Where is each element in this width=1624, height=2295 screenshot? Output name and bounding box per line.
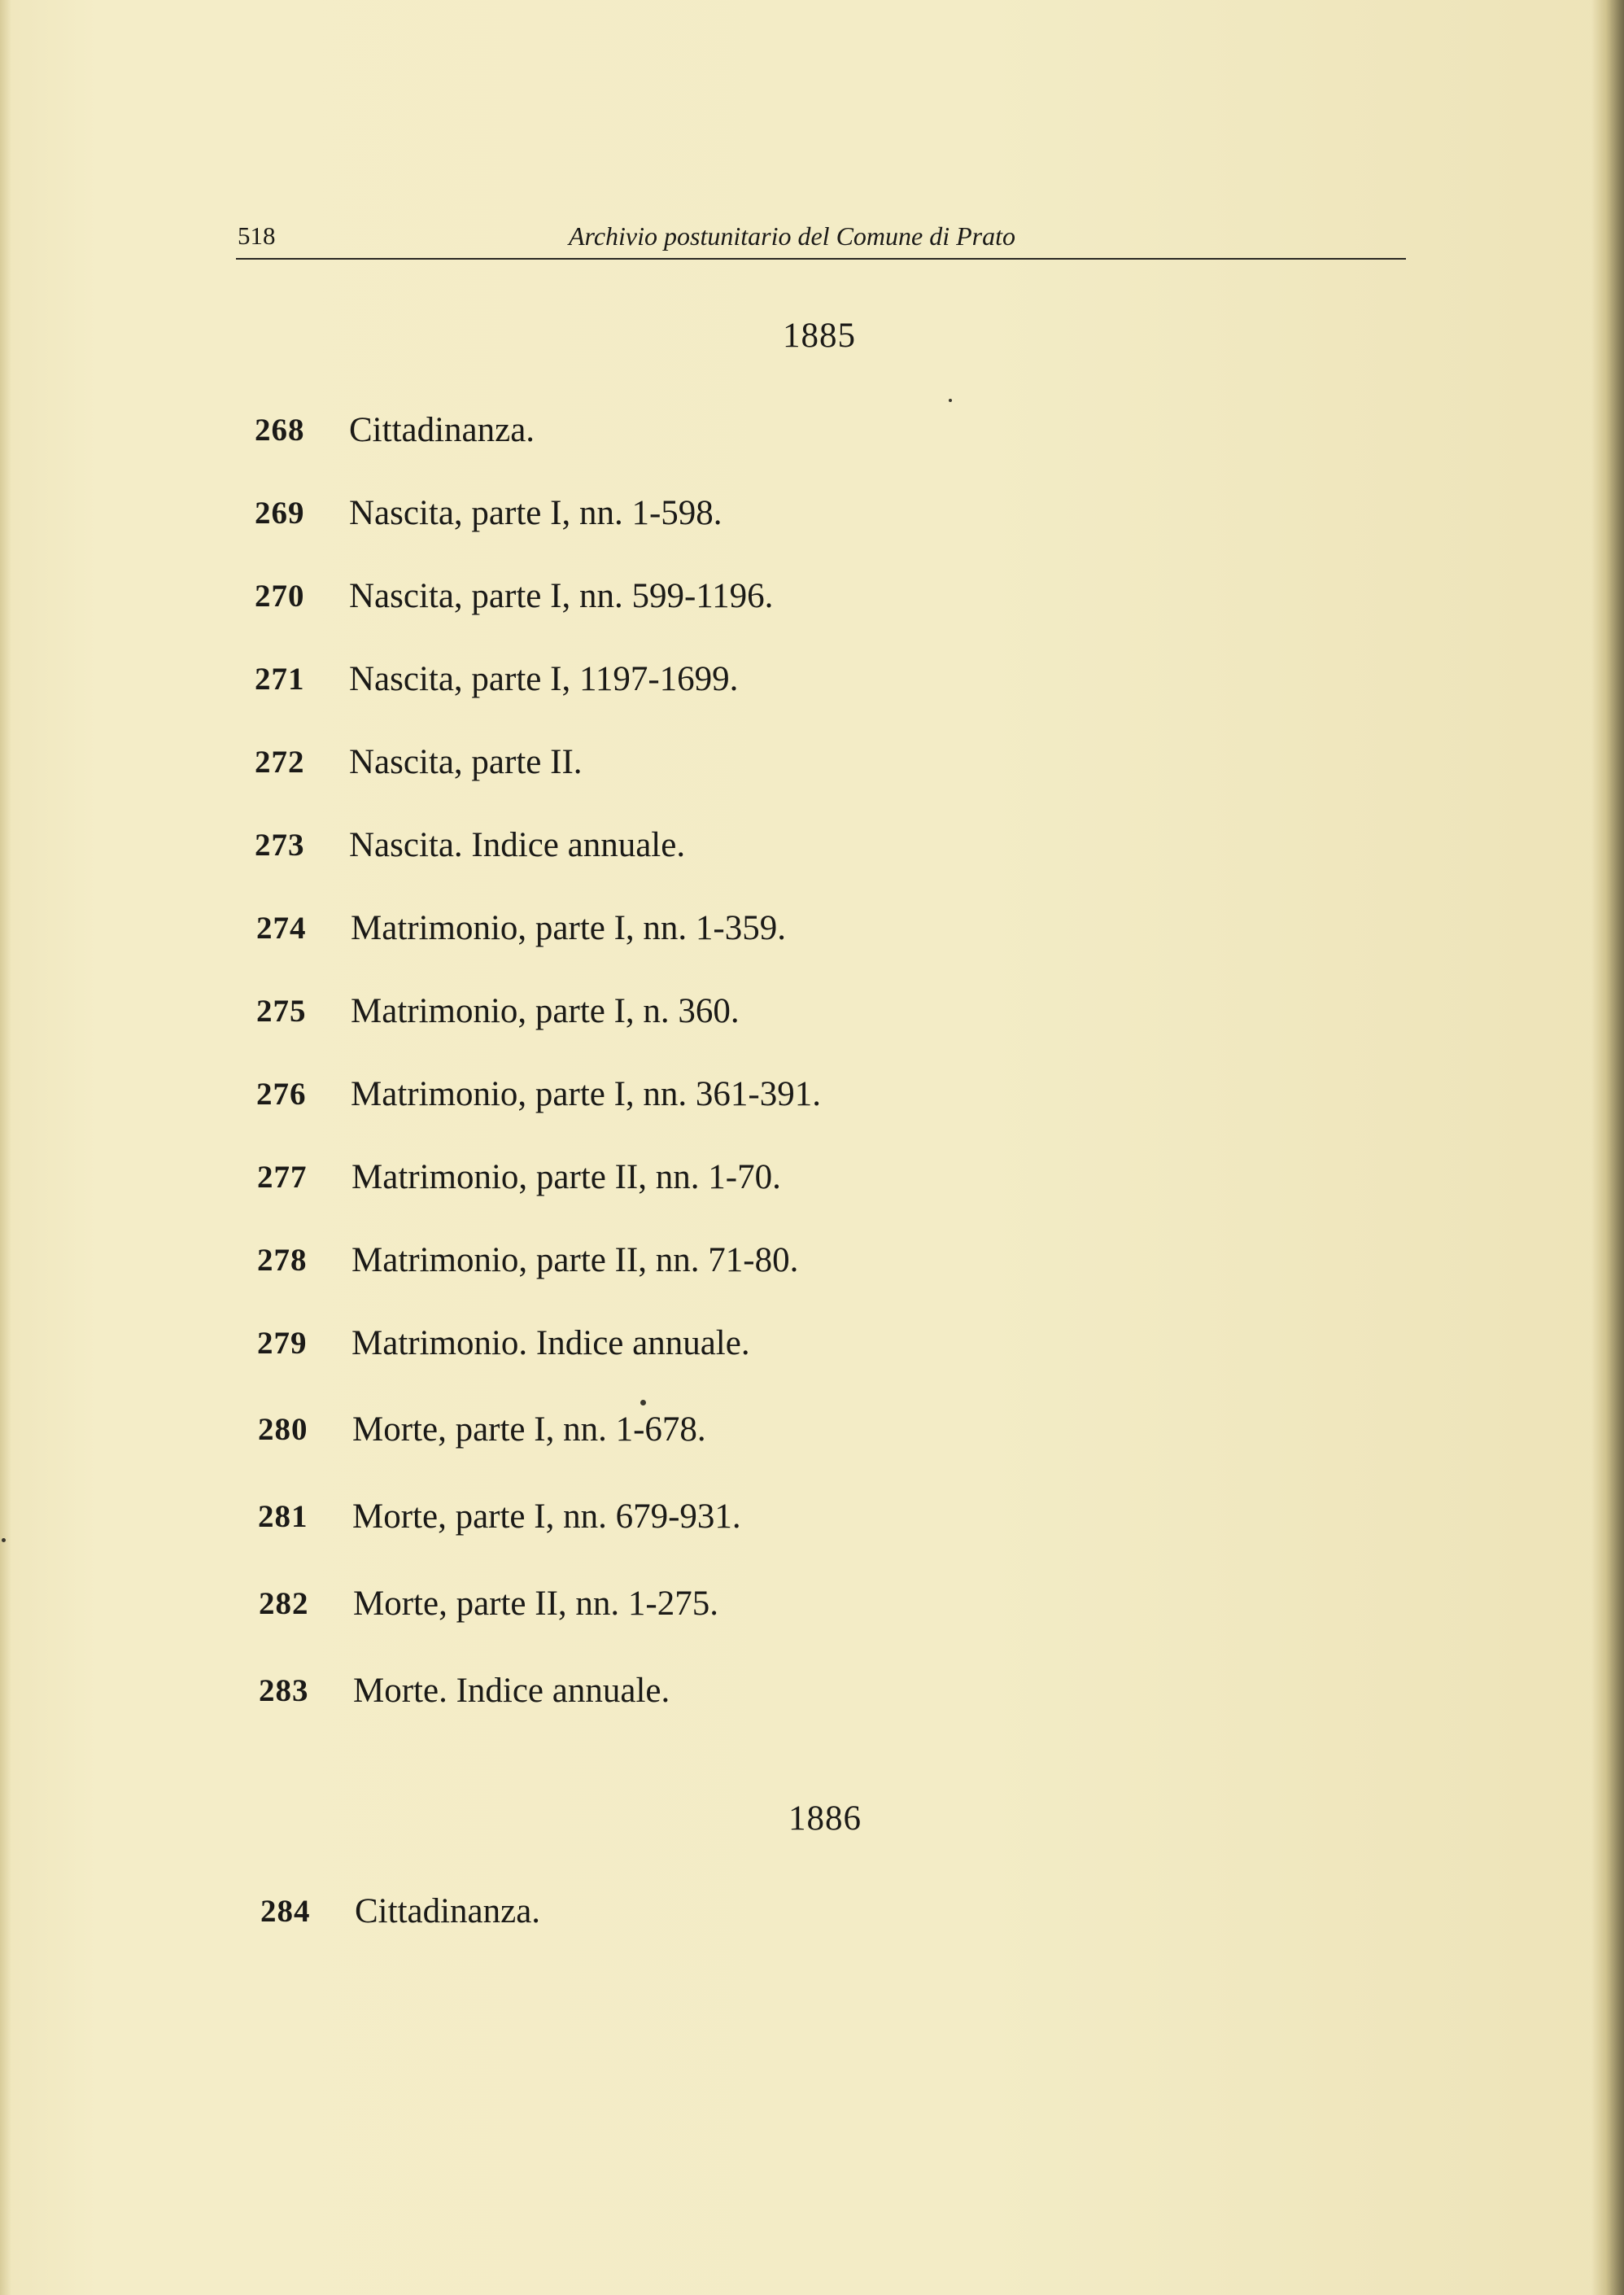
scan-speck — [2, 1538, 6, 1542]
section-year-1885: 1885 — [783, 317, 856, 355]
entry-number: 284 — [260, 1894, 311, 1929]
entry-description: Matrimonio, parte II, nn. 71-80. — [351, 1241, 799, 1279]
entry-description: Morte, parte I, nn. 679-931. — [352, 1497, 741, 1536]
running-title: Archivio postunitario del Comune di Prato — [569, 221, 1015, 251]
entry-description: Morte, parte I, nn. 1-678. — [352, 1410, 706, 1449]
entry-number: 278 — [257, 1243, 308, 1278]
entry-number: 269 — [255, 496, 305, 531]
entry-number: 271 — [255, 662, 305, 697]
entry-number: 270 — [255, 579, 305, 614]
entry-description: Nascita, parte I, nn. 599-1196. — [349, 577, 774, 615]
running-header — [238, 218, 1406, 260]
entry-description: Matrimonio, parte I, nn. 361-391. — [351, 1075, 822, 1113]
entry-number: 275 — [256, 994, 307, 1029]
entry-number: 276 — [256, 1077, 307, 1112]
entry-description: Nascita, parte I, nn. 1-598. — [349, 494, 723, 532]
entry-number: 277 — [257, 1160, 308, 1195]
page-right-edge — [1591, 0, 1624, 2295]
entry-number: 283 — [259, 1673, 309, 1708]
entry-description: Matrimonio, parte I, nn. 1-359. — [351, 909, 787, 947]
entry-number: 268 — [255, 413, 305, 448]
entry-number: 274 — [256, 911, 307, 946]
scan-speck — [949, 399, 952, 402]
section-year-1886: 1886 — [788, 1799, 862, 1838]
entry-description: Nascita, parte I, 1197-1699. — [349, 660, 739, 698]
entry-number: 280 — [258, 1412, 308, 1447]
header-rule — [236, 258, 1406, 260]
entry-description: Matrimonio, parte I, n. 360. — [351, 992, 740, 1030]
entry-number: 272 — [255, 745, 305, 780]
entry-description: Morte. Indice annuale. — [353, 1672, 670, 1710]
entry-number: 279 — [257, 1326, 308, 1361]
entry-number: 282 — [259, 1586, 309, 1621]
entry-description: Matrimonio. Indice annuale. — [351, 1324, 750, 1362]
page-number: 518 — [238, 221, 276, 250]
entry-description: Matrimonio, parte II, nn. 1-70. — [351, 1158, 781, 1196]
entry-description: Nascita. Indice annuale. — [349, 826, 686, 864]
entry-description: Nascita, parte II. — [349, 743, 583, 781]
scan-speck — [640, 1400, 646, 1405]
entry-number: 281 — [258, 1499, 308, 1534]
entry-description: Morte, parte II, nn. 1-275. — [353, 1585, 718, 1623]
entry-description: Cittadinanza. — [349, 411, 535, 449]
entry-number: 273 — [255, 828, 305, 863]
entry-description: Cittadinanza. — [355, 1892, 541, 1930]
page-left-edge — [0, 0, 11, 2295]
